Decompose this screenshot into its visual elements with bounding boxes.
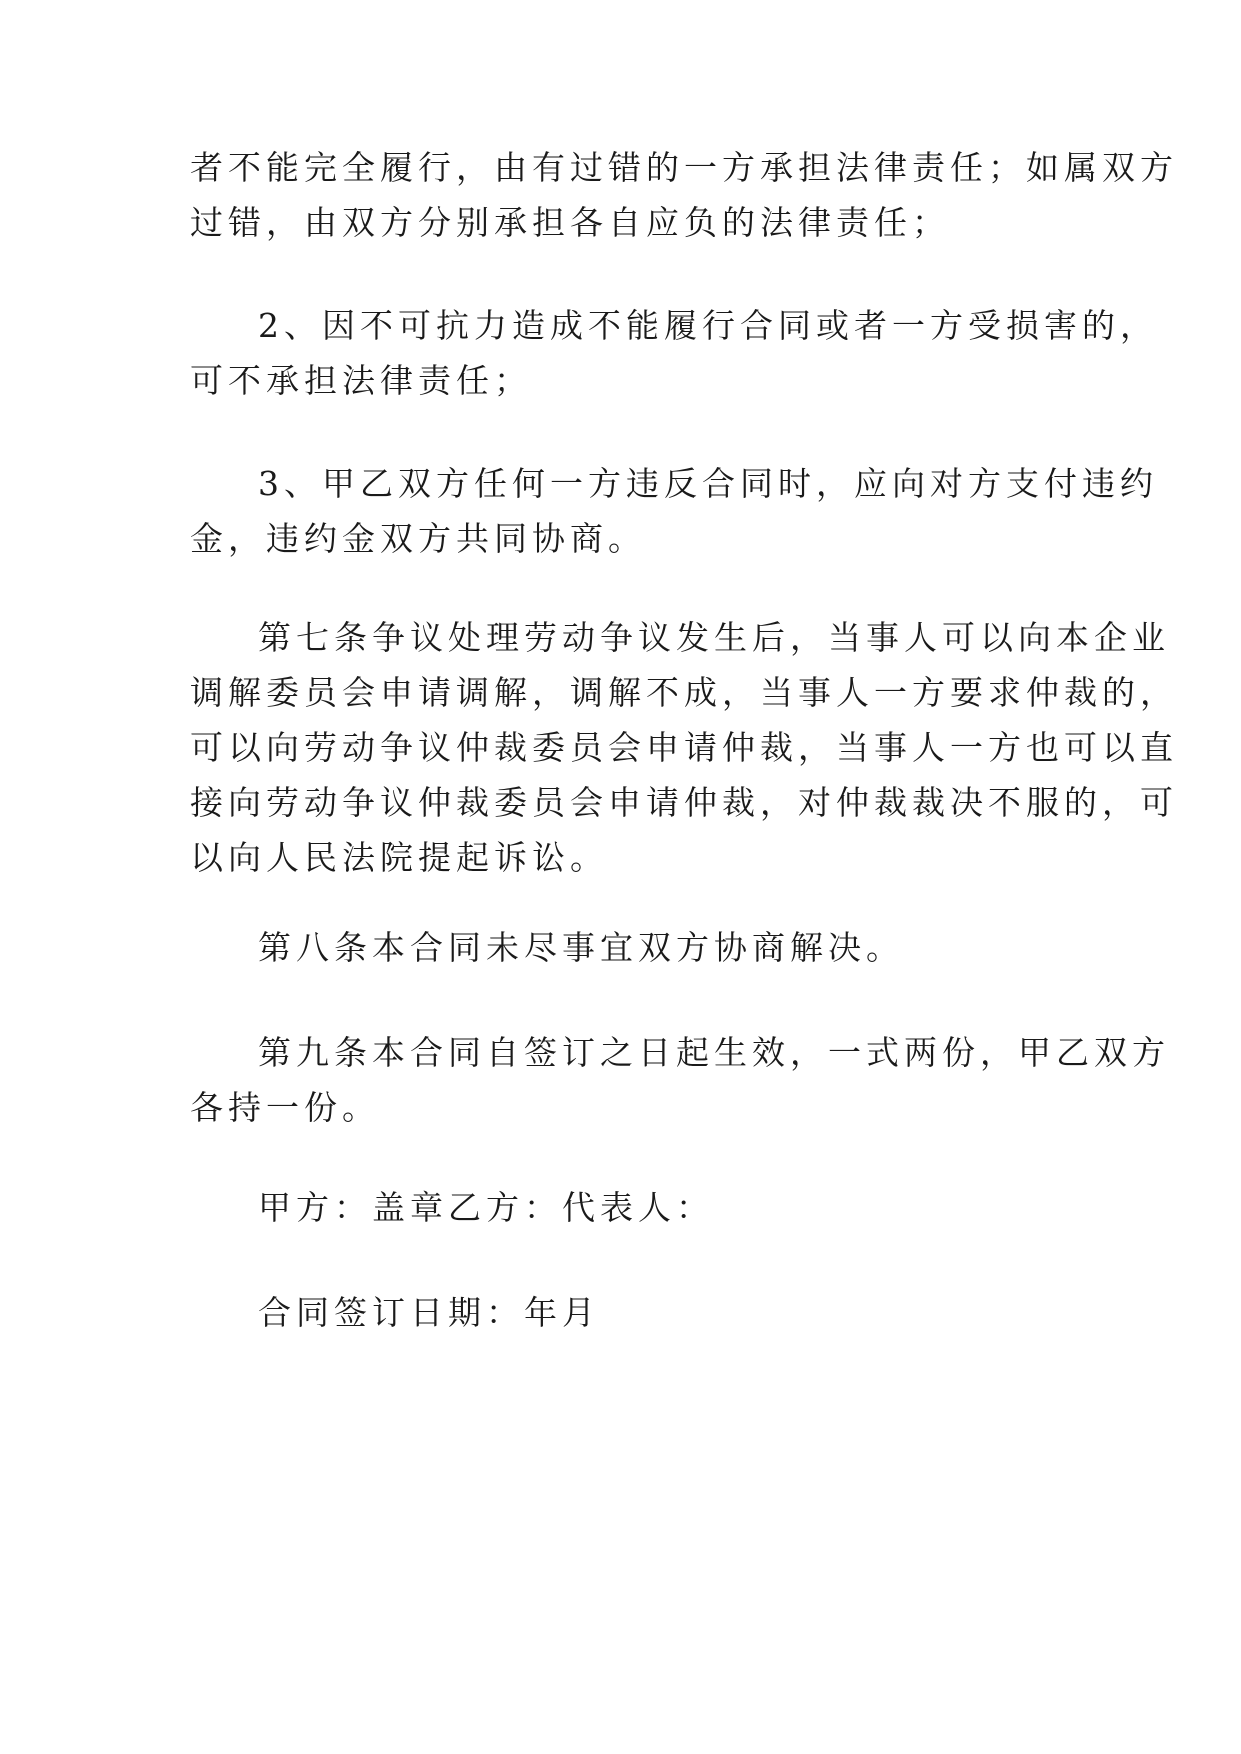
paragraph-article-7-dispute — [190, 610, 1178, 885]
paragraph-signing-date — [190, 1285, 1060, 1340]
text-line: 3、甲乙双方任何一方违反合同时，应向对方支付违约 — [258, 464, 1158, 503]
text-line: 调解委员会申请调解，调解不成，当事人一方要求仲裁的， — [190, 673, 1178, 712]
paragraph-liability-fault — [190, 140, 1178, 250]
text-line: 各持一份。 — [190, 1088, 380, 1127]
text-line: 可以向劳动争议仲裁委员会申请仲裁，当事人一方也可以直 — [190, 728, 1178, 767]
text-line: 甲方：盖章乙方：代表人： — [258, 1188, 714, 1227]
paragraph-article-8 — [190, 920, 1060, 975]
text-line: 2、因不可抗力造成不能履行合同或者一方受损害的， — [258, 306, 1158, 345]
text-line: 第八条本合同未尽事宜双方协商解决。 — [258, 928, 904, 967]
text-line: 可不承担法律责任； — [190, 361, 532, 400]
text-line: 金，违约金双方共同协商。 — [190, 519, 646, 558]
paragraph-article-9 — [190, 1025, 1170, 1135]
text-line: 接向劳动争议仲裁委员会申请仲裁，对仲裁裁决不服的，可 — [190, 783, 1178, 822]
text-line: 第七条争议处理劳动争议发生后，当事人可以向本企业 — [258, 618, 1170, 657]
text-line: 过错，由双方分别承担各自应负的法律责任； — [190, 203, 950, 242]
text-line: 合同签订日期：年月 — [258, 1293, 600, 1332]
text-line: 第九条本合同自签订之日起生效，一式两份，甲乙双方 — [258, 1033, 1170, 1072]
paragraph-force-majeure — [190, 298, 1158, 408]
text-line: 以向人民法院提起诉讼。 — [190, 838, 608, 877]
paragraph-breach-penalty — [190, 456, 1158, 566]
paragraph-signatures — [190, 1180, 1060, 1235]
text-line: 者不能完全履行，由有过错的一方承担法律责任；如属双方 — [190, 148, 1178, 187]
